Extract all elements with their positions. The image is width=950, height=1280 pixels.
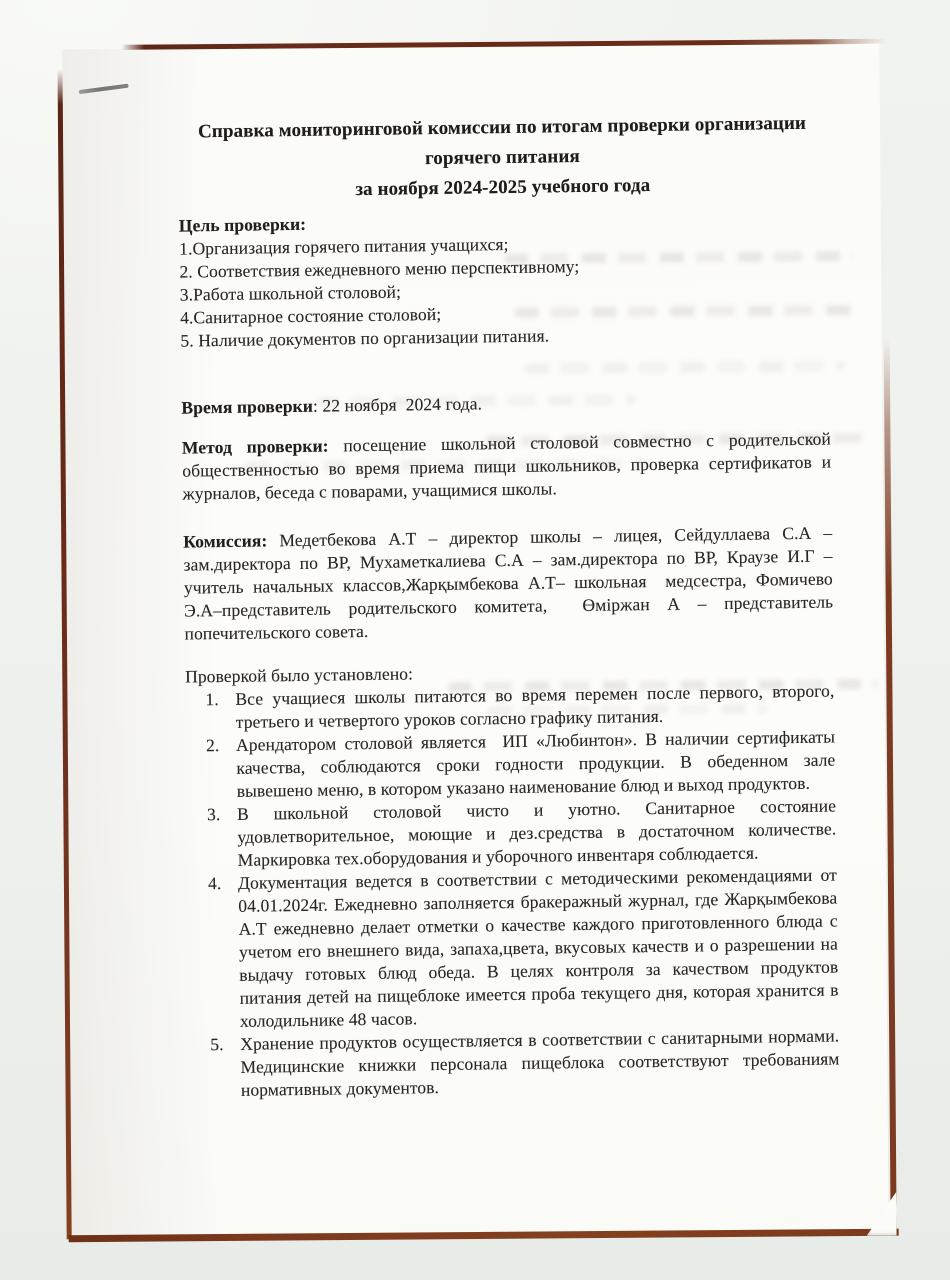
inspection-method bbox=[182, 428, 832, 506]
goal-item-5: 5. Наличие документов по организации питания. bbox=[180, 325, 550, 351]
finding-item-2 bbox=[186, 725, 836, 803]
title-line-2: горячего питания bbox=[424, 145, 580, 170]
document-title bbox=[177, 109, 827, 208]
finding-text: В школьной столовой чисто и уютно. Санитарное состояние удовлетворительное, моющие и дез.средства в достаточном количестве. Маркировка тех.оборудования и уборочного инвентаря соблюдается. bbox=[236, 795, 837, 870]
document-page bbox=[62, 43, 888, 1235]
commission-members: Медетбекова А.Т – директор школы – лицея, Сейдуллаева С.А – зам.директора по ВР, Мухаметкалиева С.А – зам.директора по ВР, Краузе И.Г – учитель начальных классов,Жарқымбекова А.Т– школьная медсестра, Фомичево Э.А–представитель родительского комитета, Өміржан А – представитель попечительского совета. bbox=[183, 522, 834, 644]
goal-item-1: 1.Организация горячего питания учащихся; bbox=[179, 233, 509, 259]
finding-text: Арендатором столовой является ИП «Любинтон». В наличии сертификаты качества, соблюдаются сроки годности продукции. В обеденном зале вывешено меню, в котором указано наименование блюд и выход продуктов. bbox=[235, 726, 836, 801]
finding-item-5 bbox=[190, 1024, 840, 1102]
commission-label: Комиссия: bbox=[183, 530, 268, 552]
findings-section bbox=[185, 656, 840, 1102]
scanned-sheet bbox=[57, 39, 888, 1237]
inspection-method-label: Метод проверки: bbox=[181, 435, 329, 458]
finding-text: Документация ведется в соответствии с методическими рекомендациями от 04.01.2024г. Ежедневно заполняется бракеражный журнал, где Жарқымбекова А.Т ежедневно делает отметки о качестве каждого приготовленного блюда с учетом его внешнего вида, запаха,цвета, вкусовых качеств и о разрешении на выдачу готовых блюд обеда. В целях контроля за качеством продуктов питания детей на пищеблоке имеется проба текущего дня, которая хранится в холодильнике 48 часов. bbox=[237, 864, 839, 1031]
document-content bbox=[62, 38, 895, 1235]
inspection-time-label: Время проверки bbox=[181, 395, 314, 418]
finding-text: Хранение продуктов осуществляется в соответствии с санитарными нормами. Медицинские книжки персонала пищеблока соответствуют требованиям нормативных документов. bbox=[240, 1025, 840, 1100]
title-line-3: за ноября 2024-2025 учебного года bbox=[355, 175, 651, 201]
goal-item-4: 4.Санитарное состояние столовой; bbox=[179, 303, 442, 328]
finding-number: 5. bbox=[210, 1034, 224, 1055]
finding-item-4 bbox=[188, 863, 839, 1033]
finding-number: 4. bbox=[207, 873, 222, 894]
inspection-time bbox=[181, 388, 830, 420]
goal-heading: Цель проверки: bbox=[178, 213, 307, 236]
finding-number: 1. bbox=[205, 689, 219, 710]
goal-item-2: 2. Соответствия ежедневного меню перспективному; bbox=[179, 256, 580, 282]
title-line-1: Справка мониторинговой комиссии по итогам проверки организации bbox=[197, 112, 807, 143]
goal-section bbox=[179, 206, 830, 353]
inspection-time-value: : 22 ноября 2024 года. bbox=[312, 393, 483, 416]
findings-heading: Проверкой было установлено: bbox=[184, 663, 414, 687]
commission bbox=[183, 522, 834, 646]
finding-number: 2. bbox=[205, 735, 220, 756]
finding-text: Все учащиеся школы питаются во время перемен после первого, второго, третьего и четвертого уроков согласно графику питания. bbox=[235, 680, 835, 732]
inspection-method-text: посещение школьной столовой совместно с родительской общественностью во время приема пищи школьников, проверка сертификатов и журналов, беседа с поварами, учащимися школы. bbox=[182, 428, 832, 504]
finding-number: 3. bbox=[206, 804, 221, 825]
goal-item-3: 3.Работа школьной столовой; bbox=[179, 281, 402, 305]
finding-item-3 bbox=[187, 794, 837, 872]
